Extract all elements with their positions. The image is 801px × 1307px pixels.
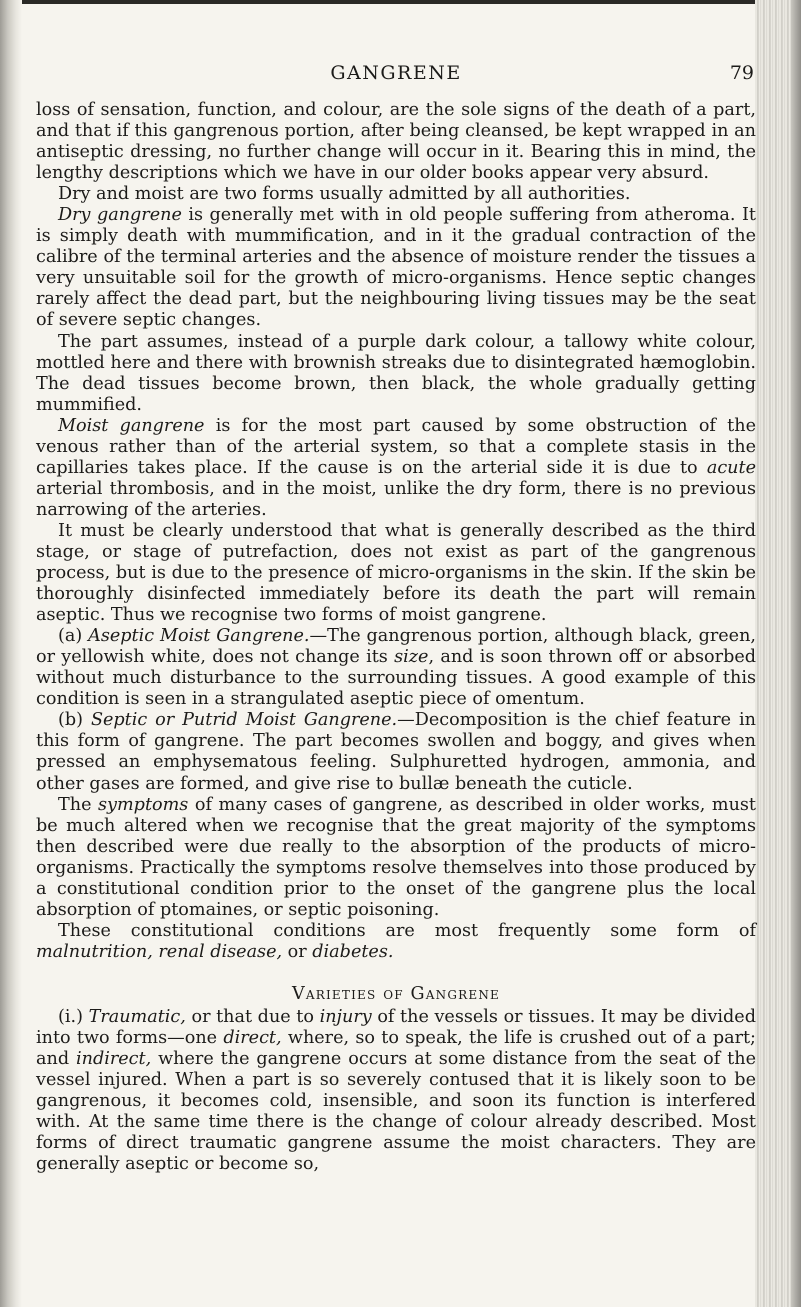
paragraph-6: It must be clearly understood that what is generally described as the third stage, or stage of putrefaction, does not exist as part of the gangrenous process, but is due to the presence of micro-organisms in the skin. If the skin be thoroughly disinfected immediately before its death the part will remain aseptic. Thus we recognise two forms of moist gangrene. [36,520,756,626]
paragraph-text: —The gangrenous portion, although black, green, or yellowish white, does not change its [36,626,756,668]
paragraph-text: where the gangrene occurs at some distance from the seat of the vessel injured. When a part is so severely contused that it is likely soon to be gangrenous, it becomes cold, insensible, and soon its function is interfered with. At the same time there is the change of colour already described. Most forms of direct traumatic gangrene assume the moist characters. They are generally aseptic or become so, [36,1049,756,1175]
body-text [36,100,756,1175]
term-dry-gangrene: Dry gangrene [58,205,182,226]
paragraph-text: or [282,941,313,962]
paragraph-4: The part assumes, instead of a purple dark colour, a tallowy white colour, mottled here and there with brownish streaks due to disintegrated hæmoglobin. The dead tissues become brown, then black, the whole gradually getting mummified. [36,331,756,415]
list-label: (b) [58,710,83,731]
section-heading: Varieties of Gangrene [291,983,501,1004]
paragraph-septic [36,710,756,794]
paragraph-text: of the vessels or tissues. It may be divided into two forms—one [36,1006,756,1049]
paragraph-text: is for the most part caused by some obstruction of the venous rather than of the arterial system, so that a complete stasis in the capillaries takes place. If the cause is on the arterial side it is due to [36,415,756,478]
paragraph-constitutional [36,921,756,963]
paragraph-text: arterial thrombosis, and in the moist, unlike the dry form, there is no previous narrowing of the arteries. [36,478,756,520]
paragraph-moist-gangrene [36,416,756,521]
paragraph-text: where, so to speak, the life is crushed out of a part; and [36,1028,756,1070]
paragraph-text: These constitutional conditions are most frequently some form of [58,920,756,941]
paragraph-text: is generally met with in old people suffering from atheroma. It is simply death with mummification, and in it the gradual contraction of the calibre of the terminal arteries and the absence of moisture render the tissues a very unsuitable soil for the growth of micro-organisms. Hence septic changes rarely affect the dead part, but the neighbouring living tissues may be the seat of severe septic changes. [36,205,756,331]
page-gutter-shadow [0,0,22,1307]
page-fore-edge [755,0,801,1307]
paragraph-aseptic [36,626,756,710]
term-malnutrition: malnutrition, renal disease, [36,941,283,962]
term-traumatic: Traumatic, [88,1006,186,1027]
running-head: GANGRENE [330,62,462,84]
list-label: (i.) [58,1006,83,1027]
term-acute: acute [706,457,756,478]
term-indirect: indirect, [76,1049,152,1070]
paragraph-dry-gangrene [36,205,756,331]
term-aseptic-moist: Aseptic Moist Gangrene. [88,626,310,647]
term-size: size [394,647,429,668]
term-moist-gangrene: Moist gangrene [58,415,205,436]
term-direct: direct, [223,1028,282,1049]
page-number: 79 [729,62,754,84]
top-rule [0,0,801,4]
paragraph-symptoms [36,795,756,921]
term-symptoms: symptoms [98,794,189,815]
list-label: (a) [58,626,83,647]
term-injury: injury [319,1006,372,1027]
paragraph-text: or that due to [185,1006,320,1027]
paragraph-text: The [58,794,99,815]
page-header [36,62,756,92]
paragraph-text: , and is soon thrown off or absorbed without much disturbance to the surrounding tissues. A good example of this condition is seen in a strangulated aseptic piece of omentum. [36,647,756,710]
term-septic-moist: Septic or Putrid Moist Gangrene. [90,710,398,731]
paragraph-1: loss of sensation, function, and colour, are the sole signs of the death of a part, and that if this gangrenous portion, after being cleansed, be kept wrapped in an antiseptic dressing, no further change will occur in it. Bearing this in mind, the lengthy descriptions which we have in our older books appear very absurd. [36,100,756,184]
paragraph-text: —Decomposition is the chief feature in this form of gangrene. The part becomes swollen and boggy, and gives when pressed an emphysematous feeling. Sulphuretted hydrogen, ammonia, and other gases are formed, and give rise to bullæ beneath the cuticle. [36,710,756,794]
term-diabetes: diabetes. [312,941,394,962]
paragraph-traumatic [36,1007,756,1175]
paragraph-text: of many cases of gangrene, as described in older works, must be much altered when we recognise that the great majority of the symptoms then described were due really to the absorption of the products of micro-organisms. Practically the symptoms resolve themselves into those produced by a constitutional condition prior to the onset of the gangrene plus the local absorption of ptomaines, or septic poisoning. [36,794,756,920]
paragraph-2: Dry and moist are two forms usually admitted by all authorities. [58,184,631,205]
